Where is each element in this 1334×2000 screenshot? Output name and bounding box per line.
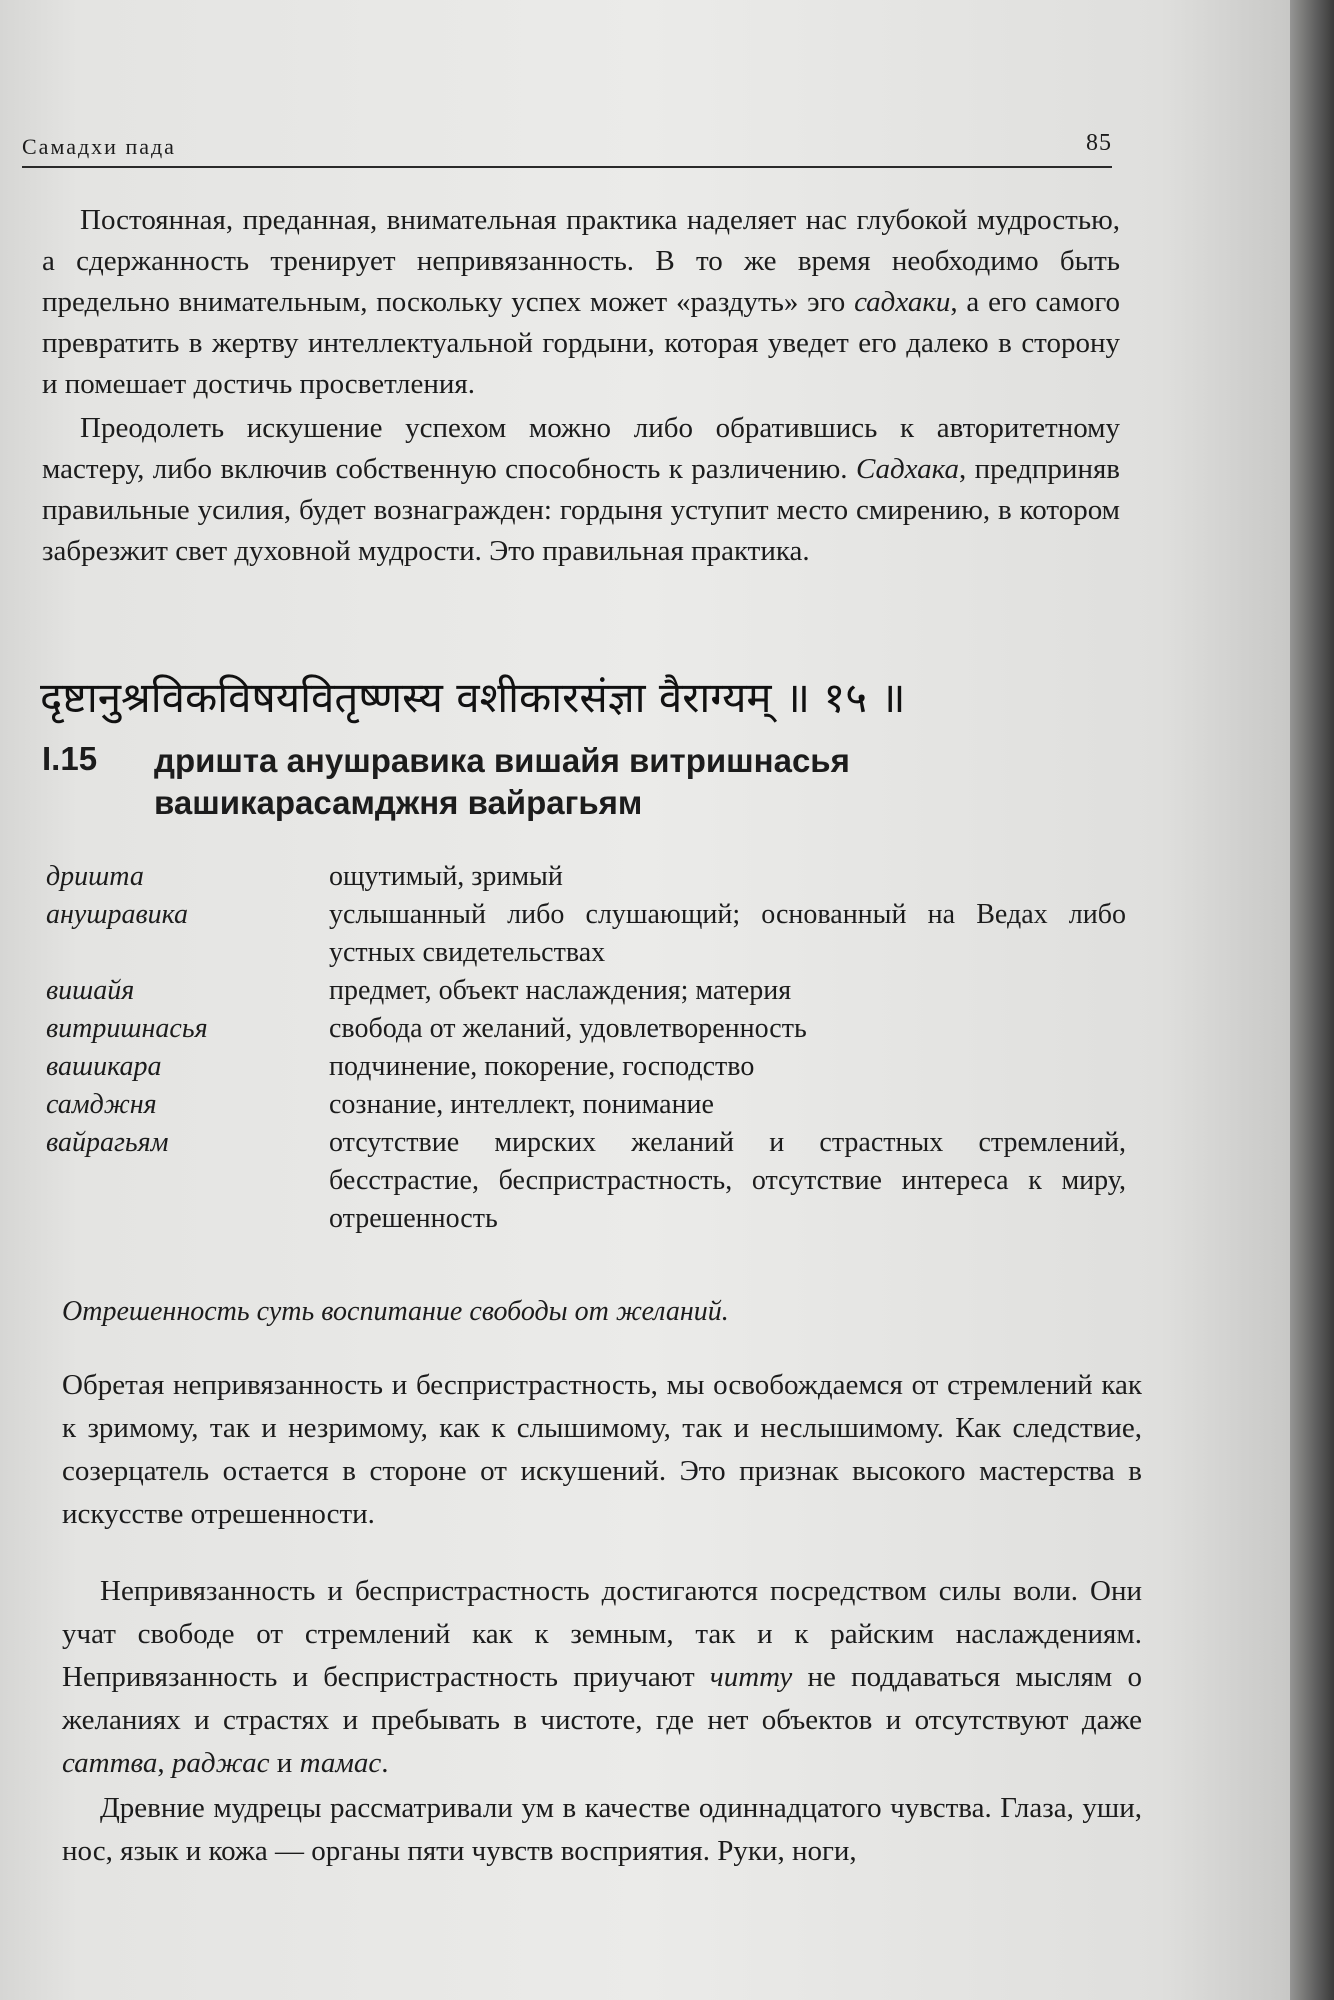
section-title: Самадхи пада <box>22 134 176 159</box>
commentary-paragraph-2: Непривязанность и беспристрастность достигаются посредством силы воли. Они учат свободе от стремлений как к земным, так и к райским наслаждениям. Непривязанность и беспристрастность приучают читту не поддаваться мыслям о желаниях и страстях и пребывать в чистоте, где нет объектов и отсутствуют даже саттва, раджас и тамас. <box>62 1575 1142 1779</box>
intro-paragraph-1: Постоянная, преданная, внимательная практика наделяет нас глубокой мудростью, а сдержанность тренирует непривязанность. В то же время необходимо быть предельно внимательным, поскольку успех может «раздуть» эго садхаки, а его самого превратить в жертву интеллектуальной гордыни, которая уведет его далеко в сторону и помешает достичь просветления. <box>42 204 1120 400</box>
word-glossary <box>46 858 1126 1238</box>
glossary-row <box>46 1048 1126 1086</box>
glossary-term: анушравика <box>46 899 189 930</box>
glossary-term: витришнасья <box>46 1013 208 1044</box>
glossary-row <box>46 858 1126 896</box>
glossary-row <box>46 896 1126 972</box>
glossary-definition: услышанный либо слушающий; основанный на Ведах либо устных свидетельствах <box>329 899 1126 968</box>
glossary-term: вашикара <box>46 1051 162 1082</box>
glossary-row <box>46 1086 1126 1124</box>
italic-term: Садхака <box>855 453 959 485</box>
page-number: 85 <box>1086 130 1112 156</box>
italic-term: раджас <box>171 1747 270 1779</box>
intro-paragraph-2: Преодолеть искушение успехом можно либо обратившись к авторитетному мастеру, либо включив собственную способность к различению. Садхака, предприняв правильные усилия, будет вознагражден: гордыня уступит место смирению, в котором забрезжит свет духовной мудрости. Это правильная практика. <box>42 412 1120 567</box>
glossary-term: вайрагьям <box>46 1127 169 1158</box>
commentary-paragraph-1: Обретая непривязанность и беспристрастность, мы освобождаемся от стремлений как к зримому, так и незримому, как к слышимому, так и неслышимому. Как следствие, созерцатель остается в стороне от искушений. Это признак высокого мастерства в искусстве отрешенности. <box>62 1369 1142 1530</box>
glossary-term: дришта <box>46 861 144 892</box>
glossary-definition: предмет, объект наслаждения; материя <box>329 975 792 1006</box>
glossary-definition: сознание, интеллект, понимание <box>329 1089 714 1120</box>
italic-term: читту <box>709 1661 793 1693</box>
running-header <box>22 130 1112 168</box>
glossary-definition: свобода от желаний, удовлетворенность <box>329 1013 807 1044</box>
commentary-paragraph-3: Древние мудрецы рассматривали ум в качестве одиннадцатого чувства. Глаза, уши, нос, язык и кожа — органы пяти чувств восприятия. Руки, ноги, <box>62 1792 1142 1867</box>
glossary-definition: ощутимый, зримый <box>329 861 563 892</box>
glossary-definition: отсутствие мирских желаний и страстных стремлений, бесстрастие, беспристрастность, отсутствие интереса к миру, отрешенность <box>329 1127 1126 1234</box>
italic-term: тамас <box>299 1747 382 1779</box>
italic-term: садхаки <box>854 286 951 318</box>
italic-term: саттва <box>62 1747 158 1779</box>
glossary-term: самджня <box>46 1089 157 1120</box>
sanskrit-sutra: दृष्टानुश्रविकविषयवितृष्णस्य वशीकारसंज्ञा वैराग्यम् ॥ १५ ॥ <box>40 673 906 722</box>
glossary-definition: подчинение, покорение, господство <box>329 1051 755 1082</box>
sutra-translation: Отрешенность суть воспитание свободы от желаний. <box>62 1296 729 1327</box>
glossary-row <box>46 1124 1126 1238</box>
glossary-row <box>46 1010 1126 1048</box>
sutra-number: I.15 <box>42 740 98 777</box>
glossary-term: вишайя <box>46 975 135 1006</box>
glossary-row <box>46 972 1126 1010</box>
sutra-transliteration: дришта анушравика вишайя витришнасья вашикарасамджня вайрагьям <box>154 742 850 821</box>
